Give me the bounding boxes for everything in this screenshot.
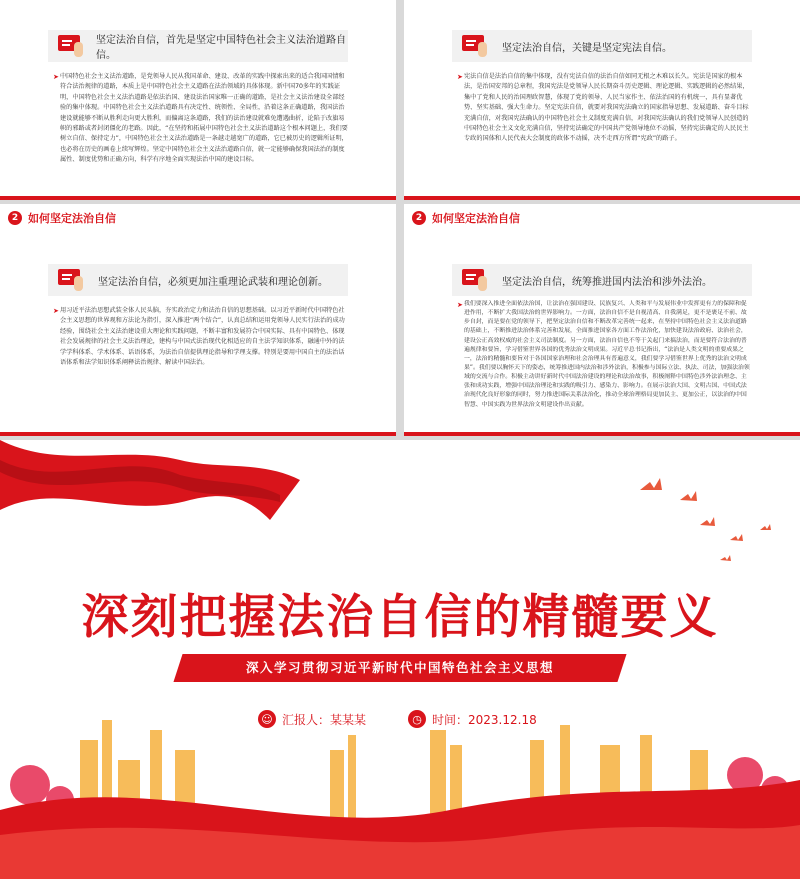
subtitle-text: 深入学习贯彻习近平新时代中国特色社会主义思想 xyxy=(245,660,554,675)
body-text: 用习近平法治思想武装全体人民头脑，夯实政治定力和法治自信的思想基础。以习近平新时代中国特色社会主义思想的世界观和方法论为指引，深入推进“两个结合”，认真总结和运用党领导人民实行法治的成功经验，围绕社会主义法治建设重大理论和实践问题，不断丰富和发展符合中国实际、具有中国特色、体现社会发展规律的社会主义法治理论，建构与中国式法治现代化相适应的自主法学知识体系，融通中外的法学学科体系、学术体系、话语体系，为法治自信提供理论指导和学理支撑。特别是要用中国自主的法治话语体系和法学知识体系阐释法治规律、解读中国法治。 xyxy=(60,307,345,367)
body-text: 我们要深入推进全面依法治国，让法治在强国建设、民族复兴、人类和平与发展伟业中发挥更有力的保障和促进作用，不断扩大我国法治的世界影响力。一方面，法治自信不是自视清高、自我满足，更不是裹足不前、故步自封，而是要在党的领导下，把坚定法治自信和不断改革完善统一起来，在坚持中国特色社会主义法治道路的基础上，不断推进法治体系完善和发展，全面推进国家各方面工作法治化，加快建设法治政府、法治社会，建设公正高效权威的社会主义司法制度。另一方面，法治自信也不等于关起门来搞法治，而是要符合法治的普遍规律和要旨，学习借鉴世界各国的优秀法治文明成果。习近平总书记指出，“法治是人类文明的重要成果之一，法治的精髓和要旨对于各国国家治理和社会治理具有普遍意义，我们要学习借鉴世界上优秀的法治文明成果”。我们要以胸怀天下的姿态，统筹推进国内法治和涉外法治，积极参与国际立法、执法、司法，加强法治领域的交流与合作。积极主动讲好新时代中国法治建设的理论和法治故事，积极阐释中国特色涉外法治理念、主张和成功实践，增强中国法治理论和实践的吸引力、感染力、影响力。在展示法治大国、文明古国、中国式法治现代化良好形象的同时，努力推进国际关系法治化，推动全球治理格局更加民主、更加公正，以法治的中国智慧、中国实践为世界法治文明建设作出贡献。 xyxy=(464,301,750,408)
person-icon: ☺ xyxy=(258,710,276,728)
cover-slide xyxy=(0,440,800,879)
card-text: 坚定法治自信，关键是坚定宪法自信。 xyxy=(502,42,672,54)
bottom-bar xyxy=(0,432,396,436)
bottom-bar xyxy=(0,196,396,200)
reporter-label: 汇报人：某某某 xyxy=(282,712,367,727)
card-text: 坚定法治自信，首先是坚定中国特色社会主义法治道路自信。 xyxy=(96,35,346,61)
slide-1 xyxy=(0,0,396,200)
statement-card xyxy=(48,30,348,62)
bullet-icon: ➤ xyxy=(53,307,59,315)
body-text: 宪法自信是法治自信的集中体现，没有宪法自信的法治自信如同无根之木难以长久。宪法是国家的根本法，是治国安邦的总章程，我国宪法是党领导人民长期奋斗历史逻辑、理论逻辑、实践逻辑的必然结果，集中了党和人民的治国理政智慧，体现了党的领导、人民当家作主、依法治国的有机统一，具有显著优势、坚实基础、强大生命力。坚定宪法自信，就要对我国宪法确立的国家指导思想、发展道路、奋斗目标充满自信，对我国宪法确认的中国特色社会主义制度充满自信，对我国宪法确认的我们党领导人民创造的中国特色社会主义文化充满自信，坚持宪法确定的中国共产党领导地位不动摇，坚持宪法确定的人民民主专政的国体和人民代表大会制度的政体不动摇，决不走西方所谓“宪政”的路子。 xyxy=(464,73,749,143)
section-number: 2 xyxy=(8,211,22,225)
body-paragraph xyxy=(457,300,752,410)
time-info xyxy=(408,710,537,728)
section-header xyxy=(412,210,520,226)
presentation-icon xyxy=(460,32,490,60)
section-header xyxy=(8,210,116,226)
bottom-bar xyxy=(404,196,800,200)
bullet-icon: ➤ xyxy=(457,301,463,309)
body-paragraph xyxy=(53,72,348,166)
slide-2 xyxy=(404,0,800,200)
reporter-info xyxy=(258,710,366,728)
statement-card xyxy=(452,30,752,62)
body-text: 中国特色社会主义法治道路，是党领导人民从我国革命、建设、改革的实践中探索出来的适合我国国情和符合法治规律的道路，本质上是中国特色社会主义道路在法治领域的具体体现。新中国70多年的实践证明，中国特色社会主义法治道路是依法治国、建设法治国家唯一正确的道路，是社会主义法治建设全部经验的集中体现。中国特色社会主义法治道路具有决定性、统领性、全局性，沿着这条正确道路，我国法治建设就能够不断从胜利走向更大胜利，而偏离这条道路，我们的法治建设就难免遭遇曲折，论陷于改旗易帜的邪路或者封闭僵化的老路。因此，“在坚持和拓展中国特色社会主义法治道路这个根本问题上，我们要树立自信、保持定力”，中国特色社会主义法治道路是一条越走越宽广的道路，它已被历史的逻辑所证明，也必将在历史的画卷上续写辉煌。坚定中国特色社会主义法治道路自信，就一定能够确保我国法治的制度属性、制度优势和正确方向，科学有序地全面实现法治中国的建设目标。 xyxy=(60,73,348,164)
slide-3 xyxy=(0,204,396,436)
card-text: 坚定法治自信，统筹推进国内法治和涉外法治。 xyxy=(502,276,712,288)
cover-title: 深刻把握法治自信的精髓要义 xyxy=(81,590,719,645)
presentation-icon xyxy=(56,32,84,60)
bullet-icon: ➤ xyxy=(457,73,463,81)
statement-card xyxy=(452,264,752,296)
body-paragraph xyxy=(457,72,752,145)
bottom-bar xyxy=(404,432,800,436)
slide-4 xyxy=(404,204,800,436)
clock-icon: ◷ xyxy=(408,710,426,728)
bullet-icon: ➤ xyxy=(53,73,59,81)
section-number: 2 xyxy=(412,211,426,225)
section-title: 如何坚定法治自信 xyxy=(432,212,520,225)
presentation-icon xyxy=(460,266,490,294)
card-text: 坚定法治自信，必须更加注重理论武装和理论创新。 xyxy=(98,276,328,288)
birds xyxy=(640,478,771,561)
time-label: 时间：2023.12.18 xyxy=(432,712,537,727)
presentation-icon xyxy=(56,266,86,294)
body-paragraph xyxy=(53,306,348,368)
section-title: 如何坚定法治自信 xyxy=(28,212,116,225)
statement-card xyxy=(48,264,348,296)
